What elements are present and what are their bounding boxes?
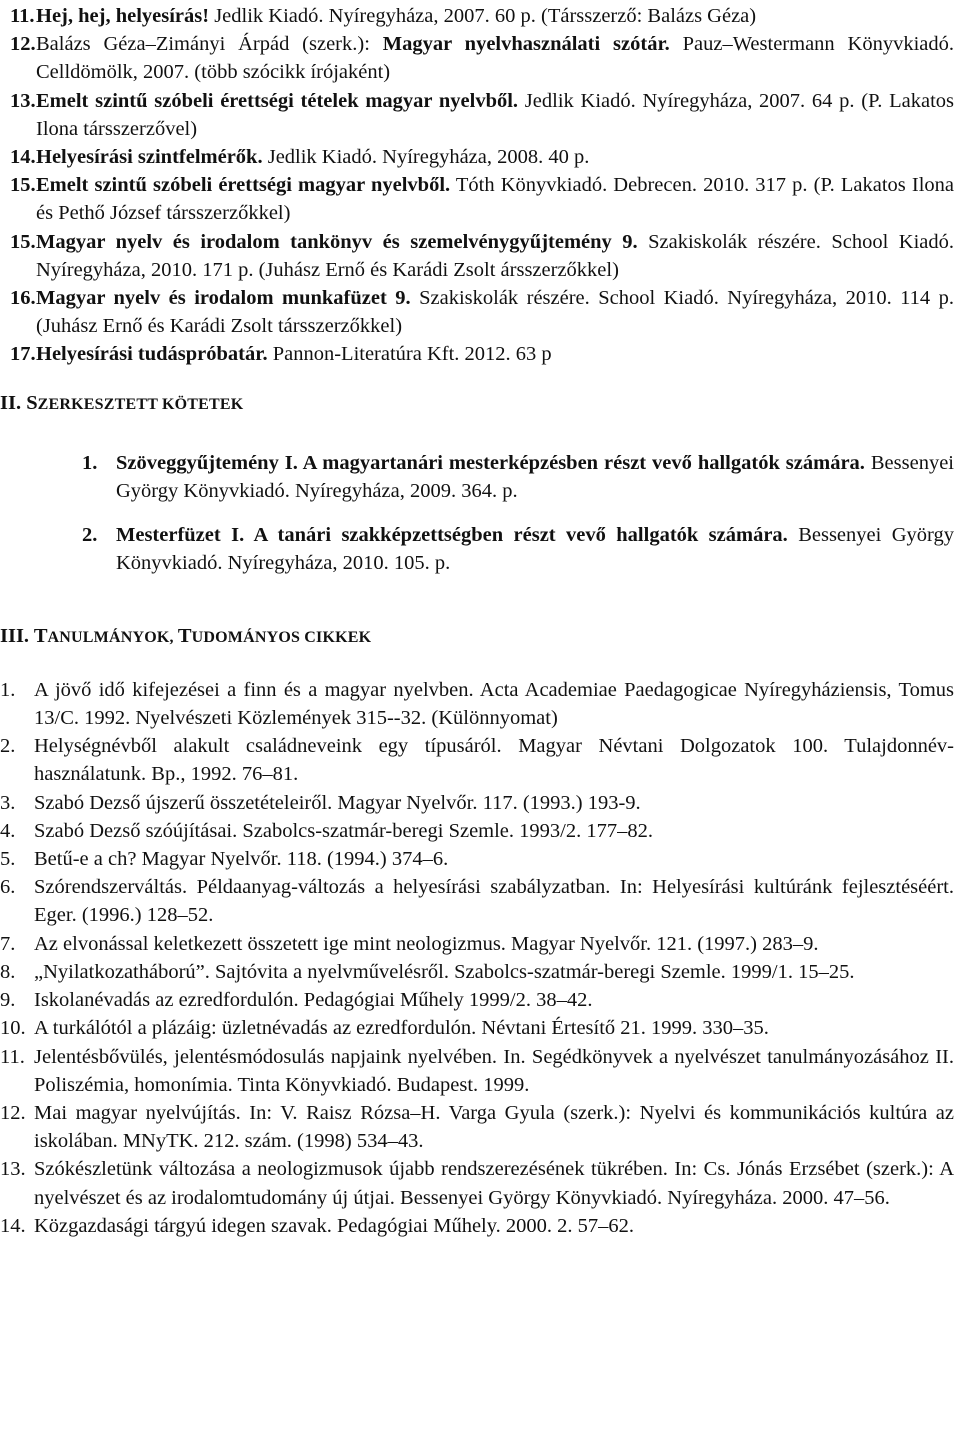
heading-small-caps: ANULMÁNYOK,	[47, 628, 178, 646]
item-details: Szakiskolák részére. School Kiadó. Nyíregyháza, 2010. 114 p. (Juhász Ernő és Karádi Zsolt társszerzőkkel)	[36, 287, 954, 338]
item-number: 13.	[0, 1158, 26, 1181]
item-number: 4.	[0, 819, 16, 842]
item-text: Mai magyar nyelvújítás. In: V. Raisz Rózsa–H. Varga Gyula (szerk.): Nyelvi és kommunikációs kultúra az iskolában. MNyTK. 212. szám. (1998) 534–43.	[34, 1101, 954, 1153]
list-item	[0, 228, 960, 284]
item-number: 3.	[0, 791, 16, 814]
heading-initial: T	[33, 624, 48, 647]
list-item	[0, 1014, 960, 1042]
item-number: 9.	[0, 989, 16, 1012]
list-item	[0, 2, 960, 30]
list-item	[0, 171, 960, 227]
item-number: 16.	[10, 287, 36, 310]
item-details: Jedlik Kiadó. Nyíregyháza, 2007. 64 p. (P. Lakatos Ilona társszerzővel)	[36, 89, 954, 140]
heading-initial: S	[26, 391, 38, 414]
list-item	[0, 817, 960, 845]
item-title: Helyesírási szintfelmérők.	[36, 146, 263, 169]
list-item	[0, 449, 960, 505]
item-title: Magyar nyelvhasználati szótár.	[382, 33, 670, 56]
list-item	[0, 1212, 960, 1240]
item-details: Jedlik Kiadó. Nyíregyháza, 2007. 60 p. (Társszerző: Balázs Géza)	[209, 5, 757, 27]
item-title: Magyar nyelv és irodalom tankönyv és szemelvénygyűjtemény 9.	[36, 230, 638, 253]
item-details: Pannon-Literatúra Kft. 2012. 63 p	[267, 343, 552, 366]
list-item	[0, 340, 960, 368]
item-number: 5.	[0, 848, 16, 871]
list-item	[0, 87, 960, 143]
item-number: 15.	[10, 174, 36, 197]
item-details: Tóth Könyvkiadó. Debrecen. 2010. 317 p. (P. Lakatos Ilona és Pethő József társszerzőkkel)	[36, 174, 954, 225]
item-number: 12.	[10, 33, 36, 56]
list-item	[0, 845, 960, 873]
heading-initial: T	[177, 624, 192, 647]
item-text: Az elvonással keletkezett összetett ige mint neologizmus. Magyar Nyelvőr. 121. (1997.) 283–9.	[34, 932, 819, 955]
heading-small-caps: UDOMÁNYOS CIKKEK	[191, 628, 372, 646]
item-number: 17.	[10, 343, 36, 366]
item-title: Magyar nyelv és irodalom munkafüzet 9.	[36, 287, 411, 310]
book-list	[0, 2, 960, 369]
heading-small-caps: ZERKESZTETT KÖTETEK	[37, 395, 244, 413]
list-item	[0, 732, 960, 788]
list-item	[0, 789, 960, 817]
list-item	[0, 284, 960, 340]
item-number: 15.	[10, 230, 36, 253]
list-item	[0, 986, 960, 1014]
list-item	[0, 1043, 960, 1099]
item-text: Helységnévből alakult családneveink egy típusáról. Magyar Névtani Dolgozatok 100. Tulajdonnév-használatunk. Bp., 1992. 76–81.	[34, 735, 954, 786]
item-number: 2.	[0, 735, 16, 758]
list-item	[0, 143, 960, 171]
item-text: Iskolanévadás az ezredfordulón. Pedagógiai Műhely 1999/2. 38–42.	[34, 989, 593, 1012]
item-title: Emelt szintű szóbeli érettségi magyar nyelvből.	[36, 174, 451, 197]
list-item	[0, 676, 960, 732]
edited-volumes-list	[0, 449, 960, 578]
item-text: Jelentésbővülés, jelentésmódosulás napjaink nyelvében. In. Segédkönyvek a nyelvészet tanulmányozásához II. Poliszémia, homonímia. Tinta Könyvkiadó. Budapest. 1999.	[34, 1045, 954, 1096]
item-text: Betű-e a ch? Magyar Nyelvőr. 118. (1994.) 374–6.	[34, 848, 449, 871]
item-number: 14.	[10, 146, 36, 169]
section-heading-edited-volumes	[0, 389, 960, 419]
item-number: 10.	[0, 1017, 26, 1040]
item-text: „Nyilatkozatháború”. Sajtóvita a nyelvművelésről. Szabolcs-szatmár-beregi Szemle. 1999/1. 15–25.	[34, 960, 855, 983]
item-number: 8.	[0, 960, 16, 983]
item-text: Szabó Dezső újszerű összetételeiről. Magyar Nyelvőr. 117. (1993.) 193-9.	[34, 791, 641, 814]
item-text: Szókészletünk változása a neologizmusok újabb rendszerezésének tükrében. In: Cs. Jónás Erzsébet (szerk.): A nyelvészet és az irodalomtudomány új útjai. Bessenyei György Könyvkiadó. Nyíregyháza. 2000. 47–56.	[34, 1158, 954, 1209]
item-details: Bessenyei György Könyvkiadó. Nyíregyháza, 2010. 105. p.	[116, 524, 954, 575]
item-prefix: Balázs Géza–Zimányi Árpád (szerk.):	[36, 33, 383, 56]
item-text: Közgazdasági tárgyú idegen szavak. Pedagógiai Műhely. 2000. 2. 57–62.	[34, 1214, 635, 1237]
section-heading-studies-articles	[0, 622, 960, 652]
item-number: 6.	[0, 876, 16, 899]
list-item	[0, 958, 960, 986]
item-title: Mesterfüzet I. A tanári szakképzettségben részt vevő hallgatók számára.	[116, 524, 788, 547]
section-roman-numeral: II.	[0, 391, 27, 414]
item-number: 2.	[82, 524, 98, 547]
item-number: 12.	[0, 1101, 26, 1124]
list-item	[0, 873, 960, 929]
item-number: 7.	[0, 932, 16, 955]
list-item	[0, 30, 960, 86]
item-details: Bessenyei György Könyvkiadó. Nyíregyháza, 2009. 364. p.	[116, 451, 954, 503]
section-roman-numeral: III.	[0, 624, 34, 647]
item-text: A jövő idő kifejezései a finn és a magyar nyelvben. Acta Academiae Paedagogicae Nyíregyháziensis, Tomus 13/C. 1992. Nyelvészeti Közlemények 315--32. (Különnyomat)	[34, 678, 954, 730]
item-details: Jedlik Kiadó. Nyíregyháza, 2008. 40 p.	[262, 146, 590, 169]
item-details: Szakiskolák részére. School Kiadó. Nyíregyháza, 2010. 171 p. (Juhász Ernő és Karádi Zsolt ársszerzőkkel)	[36, 230, 954, 281]
list-item	[0, 1099, 960, 1155]
item-title: Hej, hej, helyesírás!	[36, 5, 210, 27]
list-item	[0, 1155, 960, 1211]
item-number: 1.	[82, 451, 98, 474]
list-item	[0, 521, 960, 577]
item-number: 11.	[10, 5, 35, 27]
item-title: Szöveggyűjtemény I. A magyartanári mesterképzésben részt vevő hallgatók számára.	[116, 451, 865, 474]
item-number: 13.	[10, 89, 36, 112]
item-text: Szabó Dezső szóújításai. Szabolcs-szatmár-beregi Szemle. 1993/2. 177–82.	[34, 819, 653, 842]
item-number: 1.	[0, 678, 16, 701]
item-number: 11.	[0, 1045, 25, 1068]
item-text: A turkálótól a plázáig: üzletnévadás az ezredfordulón. Névtani Értesítő 21. 1999. 330–35.	[34, 1017, 769, 1040]
item-text: Szórendszerváltás. Példaanyag-változás a helyesírási szabályzatban. In: Helyesírási kultúránk fejlesztéséért. Eger. (1996.) 128–52.	[34, 876, 954, 927]
item-details: Pauz–Westermann Könyvkiadó. Celldömölk, 2007. (több szócikk írójaként)	[36, 33, 954, 84]
articles-list	[0, 676, 960, 1240]
item-title: Helyesírási tudáspróbatár.	[36, 343, 268, 366]
item-title: Emelt szintű szóbeli érettségi tételek magyar nyelvből.	[36, 89, 519, 112]
item-number: 14.	[0, 1214, 26, 1237]
list-item	[0, 930, 960, 958]
